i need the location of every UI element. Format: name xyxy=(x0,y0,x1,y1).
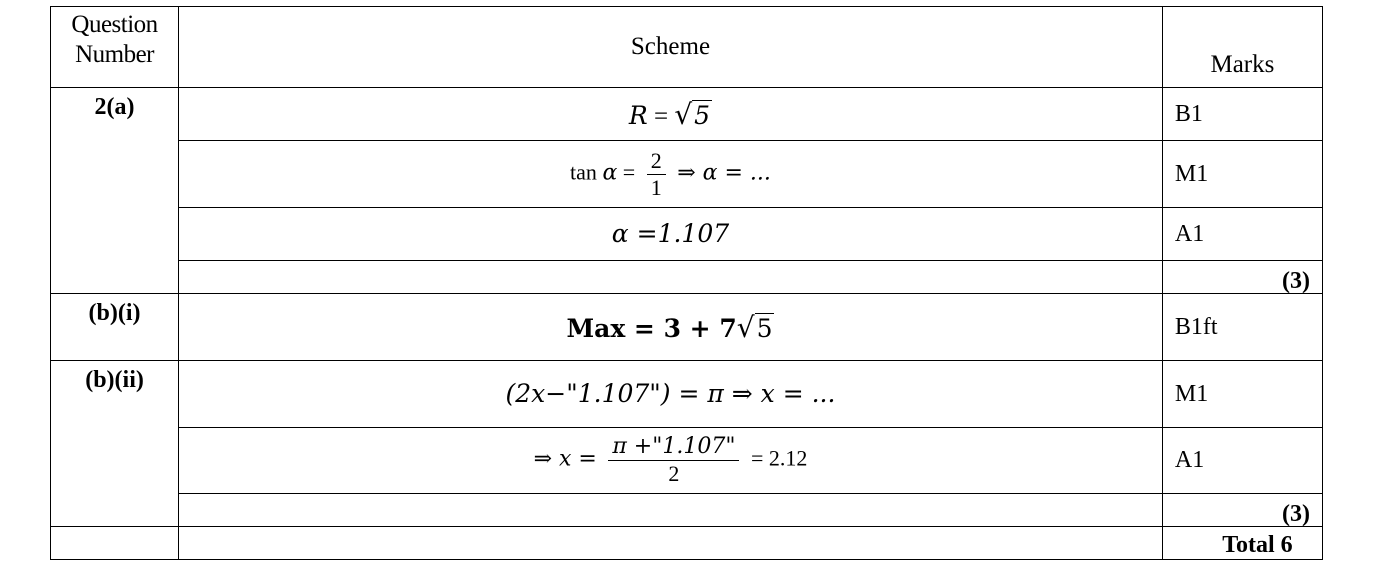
subtotal-b: (3) xyxy=(1162,494,1322,527)
empty-scheme-cell xyxy=(179,527,1163,560)
total-marks: Total 6 xyxy=(1162,527,1322,560)
tan-text: tan xyxy=(570,159,597,185)
table-row xyxy=(51,428,1323,494)
equals-sign: = xyxy=(622,159,636,185)
table-row xyxy=(51,361,1323,428)
scheme-cell-max xyxy=(179,294,1163,361)
implies-alpha: ⇒ α = ... xyxy=(677,160,771,186)
radicand: 5 xyxy=(694,100,711,130)
mark-cell: A1 xyxy=(1162,428,1322,494)
scheme-cell-alpha-value xyxy=(179,208,1163,261)
square-root xyxy=(737,311,775,344)
mark-cell: A1 xyxy=(1162,208,1322,261)
subtotal-a: (3) xyxy=(1162,261,1322,294)
table-row xyxy=(51,208,1323,261)
table-row xyxy=(51,494,1323,527)
empty-scheme-cell xyxy=(179,494,1163,527)
question-part-bi: (b)(i) xyxy=(51,294,179,361)
numerator: 2 xyxy=(647,148,666,175)
question-header-line2: Number xyxy=(75,41,154,68)
question-part-bii: (b)(ii) xyxy=(51,361,179,527)
max-expression: Max = 3 + 7 xyxy=(566,313,737,343)
scheme-cell-tan-alpha xyxy=(179,141,1163,208)
header-row xyxy=(51,7,1323,88)
fraction xyxy=(647,148,666,201)
alpha-value: α =1.107 xyxy=(611,219,730,248)
mark-cell: B1 xyxy=(1162,88,1322,141)
solve-x-expression: (2x−"1.107") = π ⇒ x = ... xyxy=(505,379,836,408)
equals-sign: = xyxy=(653,102,669,130)
r-symbol: R xyxy=(628,100,648,130)
table-row xyxy=(51,88,1323,141)
mark-cell: M1 xyxy=(1162,141,1322,208)
scheme-cell-solve-x xyxy=(179,361,1163,428)
square-root xyxy=(674,98,712,131)
question-header-line1: Question xyxy=(71,11,158,38)
table-row xyxy=(51,294,1323,361)
fraction xyxy=(608,434,739,487)
mark-cell: M1 xyxy=(1162,361,1322,428)
numerator: π +"1.107" xyxy=(608,434,739,461)
radical-sign-icon: √ xyxy=(674,97,693,131)
radicand: 5 xyxy=(756,313,773,343)
scheme-header: Scheme xyxy=(179,7,1163,88)
question-part-2a: 2(a) xyxy=(51,88,179,294)
radical-sign-icon: √ xyxy=(736,310,755,344)
x-result: = 2.12 xyxy=(750,445,808,471)
empty-question-cell xyxy=(51,527,179,560)
denominator: 1 xyxy=(650,174,662,200)
question-number-header xyxy=(51,7,179,88)
implies-x: ⇒ x = xyxy=(533,446,597,472)
empty-scheme-cell xyxy=(179,261,1163,294)
alpha-symbol: α xyxy=(602,160,618,186)
scheme-cell-r-value xyxy=(179,88,1163,141)
mark-scheme-table-container xyxy=(50,6,1323,560)
mark-cell: B1ft xyxy=(1162,294,1322,361)
mark-scheme-table xyxy=(50,6,1323,560)
table-row xyxy=(51,527,1323,560)
denominator: 2 xyxy=(668,461,680,486)
table-row xyxy=(51,141,1323,208)
scheme-cell-x-value xyxy=(179,428,1163,494)
marks-header: Marks xyxy=(1162,7,1322,88)
table-row xyxy=(51,261,1323,294)
